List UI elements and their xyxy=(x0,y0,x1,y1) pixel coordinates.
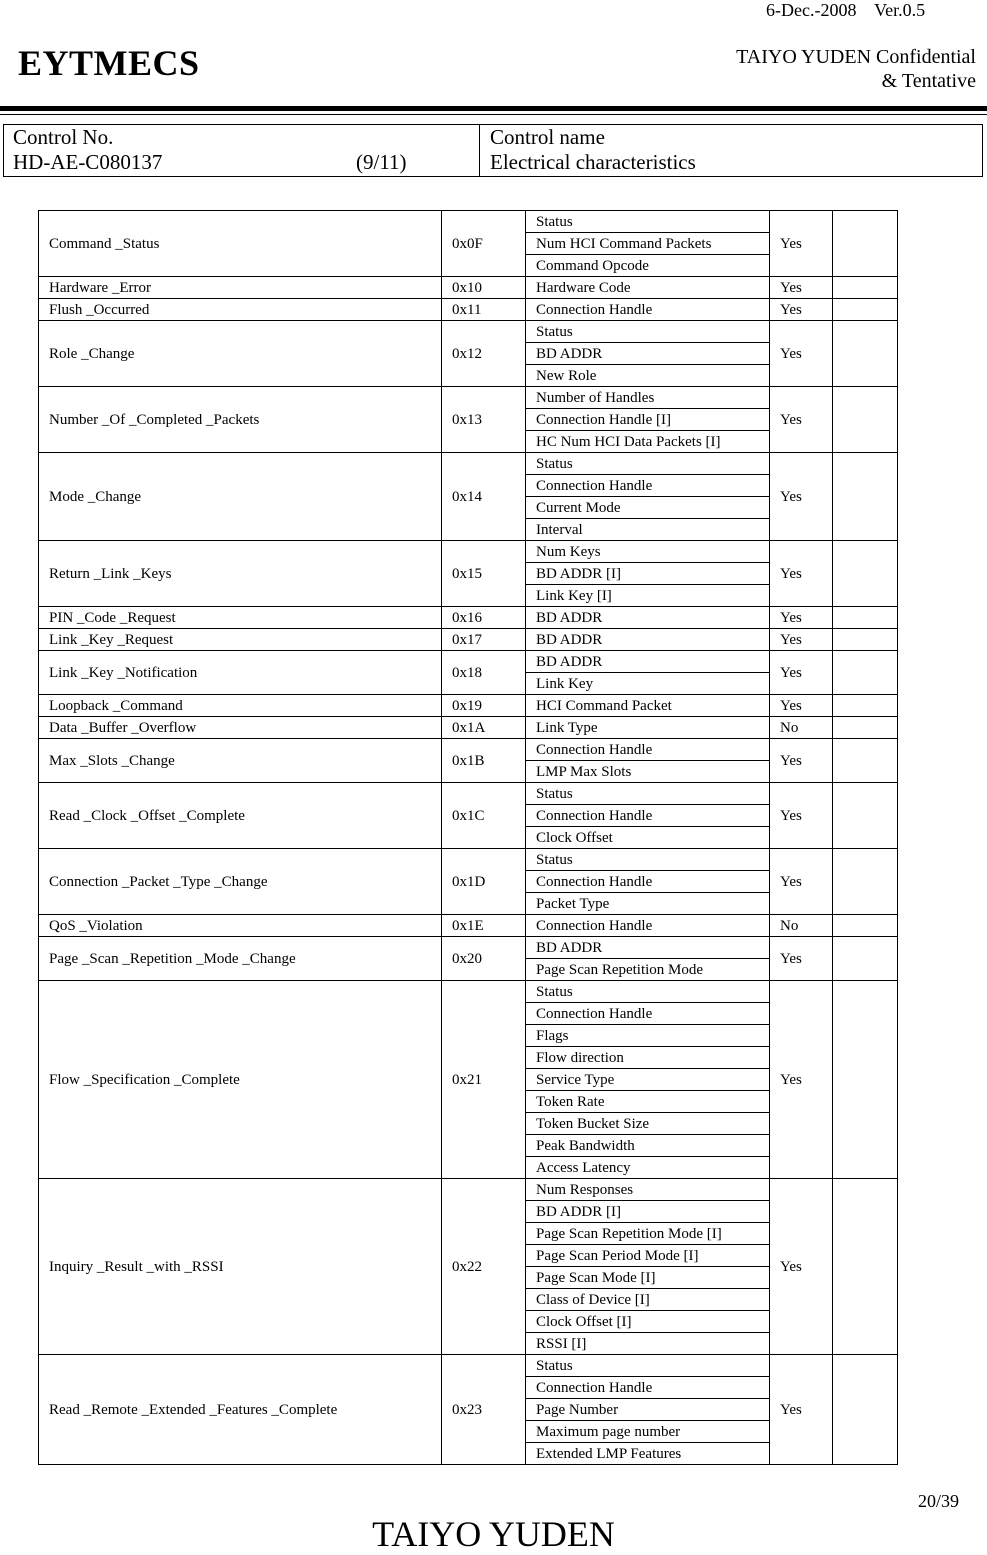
event-code: 0x23 xyxy=(442,1355,526,1465)
event-supported: No xyxy=(770,717,833,739)
control-no-label: Control No. xyxy=(13,125,114,149)
event-note xyxy=(833,937,898,981)
event-note xyxy=(833,211,898,277)
event-parameter: Token Bucket Size xyxy=(526,1113,770,1135)
event-name: Page _Scan _Repetition _Mode _Change xyxy=(39,937,442,981)
event-code: 0x15 xyxy=(442,541,526,607)
event-parameter: Connection Handle xyxy=(526,1377,770,1399)
event-table-body xyxy=(39,211,898,1465)
event-code: 0x1D xyxy=(442,849,526,915)
event-name: Link _Key _Notification xyxy=(39,651,442,695)
event-parameter: Link Type xyxy=(526,717,770,739)
event-parameter: Connection Handle xyxy=(526,915,770,937)
event-parameter: Page Scan Repetition Mode [I] xyxy=(526,1223,770,1245)
event-parameter: Packet Type xyxy=(526,893,770,915)
event-supported: Yes xyxy=(770,849,833,915)
event-code: 0x16 xyxy=(442,607,526,629)
event-row xyxy=(39,937,898,959)
event-parameter: BD ADDR xyxy=(526,629,770,651)
event-note xyxy=(833,321,898,387)
event-supported: Yes xyxy=(770,783,833,849)
event-note xyxy=(833,1179,898,1355)
event-note xyxy=(833,299,898,321)
event-parameter: Flags xyxy=(526,1025,770,1047)
event-parameter: Flow direction xyxy=(526,1047,770,1069)
event-row xyxy=(39,717,898,739)
event-row xyxy=(39,915,898,937)
event-note xyxy=(833,783,898,849)
event-parameter: BD ADDR xyxy=(526,343,770,365)
event-parameter: BD ADDR xyxy=(526,607,770,629)
control-box-divider xyxy=(479,125,480,176)
event-name: Number _Of _Completed _Packets xyxy=(39,387,442,453)
event-note xyxy=(833,849,898,915)
event-name: Role _Change xyxy=(39,321,442,387)
event-name: Inquiry _Result _with _RSSI xyxy=(39,1179,442,1355)
event-parameter: Service Type xyxy=(526,1069,770,1091)
page-number: 20/39 xyxy=(917,1491,959,1511)
event-row xyxy=(39,981,898,1003)
event-note xyxy=(833,915,898,937)
event-parameter: Status xyxy=(526,981,770,1003)
header-rule-thick xyxy=(0,106,987,111)
event-row xyxy=(39,453,898,475)
event-parameter: Page Scan Mode [I] xyxy=(526,1267,770,1289)
event-parameter: BD ADDR [I] xyxy=(526,563,770,585)
event-row xyxy=(39,607,898,629)
event-parameter: Connection Handle xyxy=(526,1003,770,1025)
event-parameter: Extended LMP Features xyxy=(526,1443,770,1465)
event-parameter: LMP Max Slots xyxy=(526,761,770,783)
event-note xyxy=(833,607,898,629)
event-parameter: Page Number xyxy=(526,1399,770,1421)
event-row xyxy=(39,387,898,409)
event-note xyxy=(833,651,898,695)
event-parameter: Num HCI Command Packets xyxy=(526,233,770,255)
event-row xyxy=(39,849,898,871)
event-note xyxy=(833,739,898,783)
event-parameter: BD ADDR xyxy=(526,651,770,673)
event-parameter: Connection Handle xyxy=(526,871,770,893)
event-supported: Yes xyxy=(770,277,833,299)
control-name-label: Control name xyxy=(490,125,605,149)
event-code: 0x19 xyxy=(442,695,526,717)
event-note xyxy=(833,387,898,453)
control-no-value: HD-AE-C080137 xyxy=(13,150,163,174)
event-parameter: Class of Device [I] xyxy=(526,1289,770,1311)
event-code: 0x10 xyxy=(442,277,526,299)
event-row xyxy=(39,211,898,233)
event-code: 0x17 xyxy=(442,629,526,651)
event-parameter: Link Key xyxy=(526,673,770,695)
event-supported: Yes xyxy=(770,299,833,321)
control-page-part: (9/11) xyxy=(356,150,407,174)
event-note xyxy=(833,629,898,651)
event-parameter: Connection Handle xyxy=(526,299,770,321)
event-name: Return _Link _Keys xyxy=(39,541,442,607)
event-code: 0x11 xyxy=(442,299,526,321)
event-row xyxy=(39,299,898,321)
event-note xyxy=(833,695,898,717)
event-parameter: Access Latency xyxy=(526,1157,770,1179)
event-row xyxy=(39,541,898,563)
event-row xyxy=(39,1355,898,1377)
event-row xyxy=(39,629,898,651)
event-parameter: Link Key [I] xyxy=(526,585,770,607)
event-row xyxy=(39,783,898,805)
event-supported: Yes xyxy=(770,1355,833,1465)
event-parameter: Maximum page number xyxy=(526,1421,770,1443)
event-row xyxy=(39,321,898,343)
event-parameter: Status xyxy=(526,453,770,475)
event-parameter: Current Mode xyxy=(526,497,770,519)
event-parameter: Clock Offset [I] xyxy=(526,1311,770,1333)
header-rule-thin xyxy=(0,114,987,115)
event-parameter: Page Scan Period Mode [I] xyxy=(526,1245,770,1267)
event-supported: Yes xyxy=(770,541,833,607)
event-supported: Yes xyxy=(770,629,833,651)
event-note xyxy=(833,717,898,739)
event-note xyxy=(833,277,898,299)
event-code: 0x20 xyxy=(442,937,526,981)
event-parameter: Token Rate xyxy=(526,1091,770,1113)
event-code: 0x21 xyxy=(442,981,526,1179)
event-code: 0x0F xyxy=(442,211,526,277)
control-name-value: Electrical characteristics xyxy=(490,150,696,174)
event-name: QoS _Violation xyxy=(39,915,442,937)
event-row xyxy=(39,739,898,761)
event-parameter: Clock Offset xyxy=(526,827,770,849)
event-parameter: Status xyxy=(526,211,770,233)
event-code: 0x22 xyxy=(442,1179,526,1355)
event-name: Command _Status xyxy=(39,211,442,277)
event-supported: Yes xyxy=(770,387,833,453)
event-parameter: Connection Handle xyxy=(526,475,770,497)
event-code: 0x12 xyxy=(442,321,526,387)
event-parameter: Connection Handle xyxy=(526,805,770,827)
event-code: 0x1E xyxy=(442,915,526,937)
event-supported: Yes xyxy=(770,453,833,541)
event-name: Flow _Specification _Complete xyxy=(39,981,442,1179)
event-parameter: BD ADDR [I] xyxy=(526,1201,770,1223)
event-parameter: Status xyxy=(526,849,770,871)
event-supported: Yes xyxy=(770,981,833,1179)
event-parameter: Connection Handle [I] xyxy=(526,409,770,431)
event-name: Read _Clock _Offset _Complete xyxy=(39,783,442,849)
event-code: 0x18 xyxy=(442,651,526,695)
event-parameter: BD ADDR xyxy=(526,937,770,959)
event-name: Flush _Occurred xyxy=(39,299,442,321)
confidential-label: TAIYO YUDEN Confidential xyxy=(736,46,976,68)
event-supported: Yes xyxy=(770,1179,833,1355)
event-parameter: Interval xyxy=(526,519,770,541)
event-parameter: New Role xyxy=(526,365,770,387)
event-row xyxy=(39,651,898,673)
event-name: PIN _Code _Request xyxy=(39,607,442,629)
event-supported: No xyxy=(770,915,833,937)
event-parameter: HCI Command Packet xyxy=(526,695,770,717)
event-supported: Yes xyxy=(770,739,833,783)
event-supported: Yes xyxy=(770,321,833,387)
event-parameter: Hardware Code xyxy=(526,277,770,299)
event-row xyxy=(39,1179,898,1201)
event-name: Mode _Change xyxy=(39,453,442,541)
event-note xyxy=(833,981,898,1179)
event-note xyxy=(833,541,898,607)
event-name: Max _Slots _Change xyxy=(39,739,442,783)
event-code: 0x1C xyxy=(442,783,526,849)
event-name: Loopback _Command xyxy=(39,695,442,717)
event-parameter: Status xyxy=(526,783,770,805)
event-parameter: Connection Handle xyxy=(526,739,770,761)
event-row xyxy=(39,695,898,717)
event-parameter: Num Keys xyxy=(526,541,770,563)
event-supported: Yes xyxy=(770,937,833,981)
event-supported: Yes xyxy=(770,607,833,629)
event-name: Hardware _Error xyxy=(39,277,442,299)
event-code: 0x1B xyxy=(442,739,526,783)
event-code: 0x1A xyxy=(442,717,526,739)
control-box xyxy=(3,124,983,177)
event-row xyxy=(39,277,898,299)
tentative-label: & Tentative xyxy=(881,70,976,92)
event-parameter: Status xyxy=(526,321,770,343)
event-parameter: HC Num HCI Data Packets [I] xyxy=(526,431,770,453)
event-parameter: RSSI [I] xyxy=(526,1333,770,1355)
footer-company: TAIYO YUDEN xyxy=(372,1514,615,1554)
event-code: 0x14 xyxy=(442,453,526,541)
event-note xyxy=(833,453,898,541)
event-parameter: Status xyxy=(526,1355,770,1377)
event-supported: Yes xyxy=(770,651,833,695)
event-name: Read _Remote _Extended _Features _Complete xyxy=(39,1355,442,1465)
date-version: 6-Dec.-2008 Ver.0.5 xyxy=(766,0,926,20)
event-parameter: Page Scan Repetition Mode xyxy=(526,959,770,981)
event-code: 0x13 xyxy=(442,387,526,453)
event-parameter: Num Responses xyxy=(526,1179,770,1201)
event-name: Link _Key _Request xyxy=(39,629,442,651)
event-parameter: Peak Bandwidth xyxy=(526,1135,770,1157)
event-name: Data _Buffer _Overflow xyxy=(39,717,442,739)
event-note xyxy=(833,1355,898,1465)
event-supported: Yes xyxy=(770,695,833,717)
event-supported: Yes xyxy=(770,211,833,277)
event-parameter: Command Opcode xyxy=(526,255,770,277)
brand-logo-text: EYTMECS xyxy=(18,43,200,83)
event-parameter: Number of Handles xyxy=(526,387,770,409)
event-table xyxy=(38,210,898,1465)
event-name: Connection _Packet _Type _Change xyxy=(39,849,442,915)
